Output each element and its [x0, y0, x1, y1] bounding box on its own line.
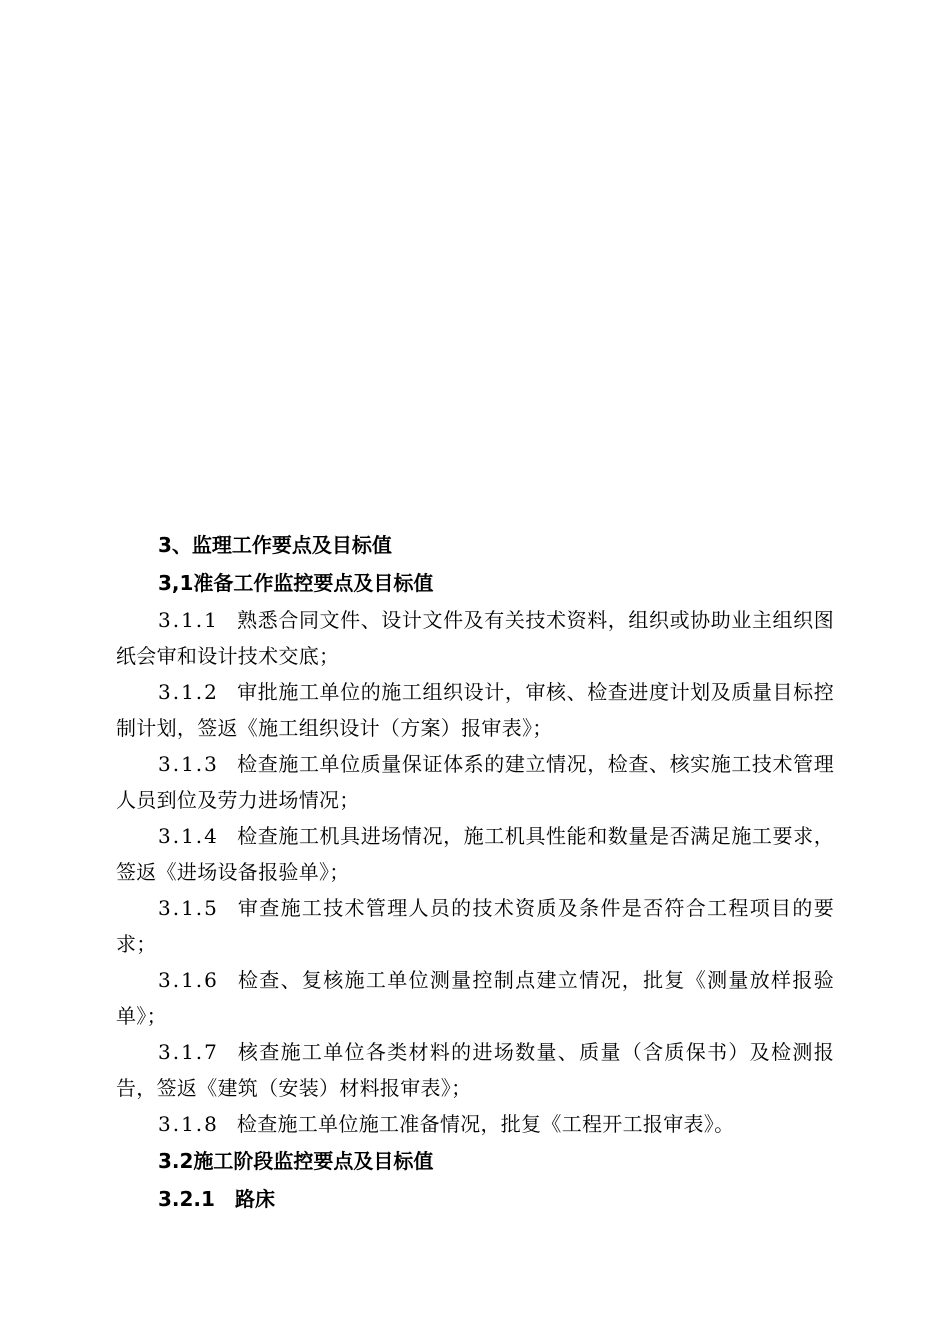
item-number: 3.1.3 [158, 752, 219, 776]
item-3-1-8 [116, 1106, 834, 1142]
item-text: 熟悉合同文件、设计文件及有关技术资料，组织或协助业主组织图纸会审和设计技术交底； [116, 608, 834, 668]
item-3-1-1 [116, 602, 834, 674]
document-body [116, 526, 834, 1218]
item-number: 3.1.6 [158, 968, 219, 992]
item-3-1-7 [116, 1034, 834, 1106]
section-heading-3-2: 3.2施工阶段监控要点及目标值 [158, 1149, 434, 1173]
section-heading-3-2-1: 3.2.1 路床 [158, 1187, 275, 1211]
item-3-1-3 [116, 746, 834, 818]
item-number: 3.1.1 [158, 608, 219, 632]
item-text: 检查施工单位质量保证体系的建立情况，检查、核实施工技术管理人员到位及劳力进场情况； [116, 752, 834, 812]
item-3-1-2 [116, 674, 834, 746]
item-text: 审查施工技术管理人员的技术资质及条件是否符合工程项目的要求； [116, 896, 834, 956]
item-3-1-4 [116, 818, 834, 890]
item-text: 检查施工单位施工准备情况，批复《工程开工报审表》。 [236, 1112, 735, 1136]
item-number: 3.1.7 [158, 1040, 219, 1064]
item-text: 检查、复核施工单位测量控制点建立情况，批复《测量放样报验单》； [116, 968, 834, 1028]
item-3-1-6 [116, 962, 834, 1034]
item-number: 3.1.5 [158, 896, 219, 920]
item-number: 3.1.4 [158, 824, 219, 848]
item-number: 3.1.8 [158, 1112, 219, 1136]
item-text: 检查施工机具进场情况，施工机具性能和数量是否满足施工要求，签返《进场设备报验单》； [116, 824, 834, 884]
item-3-1-5 [116, 890, 834, 962]
section-heading-3: 3、监理工作要点及目标值 [158, 533, 392, 557]
item-number: 3.1.2 [158, 680, 219, 704]
section-heading-3-1: 3,1准备工作监控要点及目标值 [158, 571, 434, 595]
item-text: 核查施工单位各类材料的进场数量、质量（含质保书）及检测报告，签返《建筑（安装）材料报审表》； [116, 1040, 834, 1100]
item-text: 审批施工单位的施工组织设计，审核、检查进度计划及质量目标控制计划，签返《施工组织设计（方案）报审表》； [116, 680, 834, 740]
